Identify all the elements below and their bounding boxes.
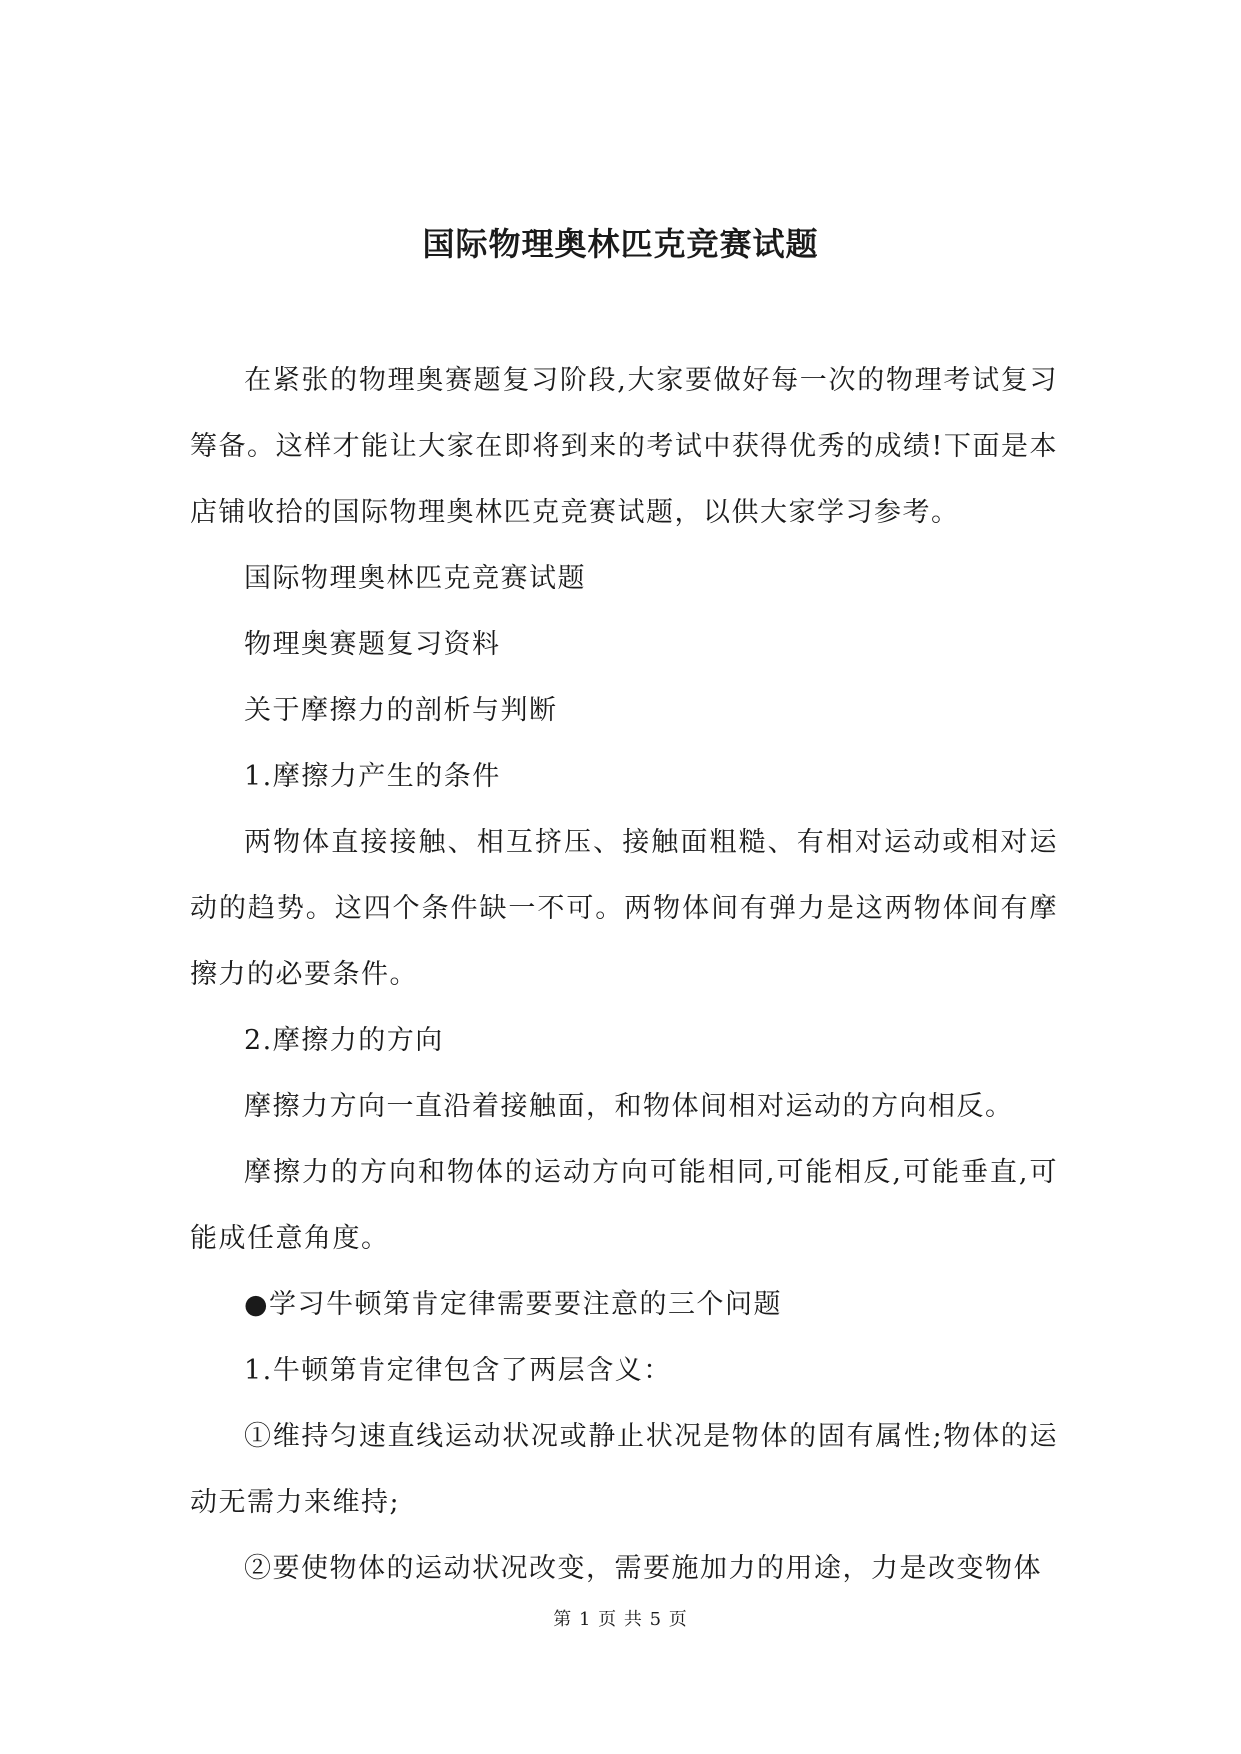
paragraph-newton-heading: ●学习牛顿第肯定律需要要注意的三个问题 [244,1289,783,1320]
paragraph-newton-meaning: 1.牛顿第肯定律包含了两层含义： [244,1355,672,1386]
paragraph-review-material: 物理奥赛题复习资料 [244,629,501,660]
paragraph-newton-point-2: ②要使物体的运动状况改变，需要施加力的用途，力是改变物体 [244,1553,1042,1584]
paragraph-intro: 在紧张的物理奥赛题复习阶段,大家要做好每一次的物理考试复习筹备。这样才能让大家在即将到来的考试中获得优秀的成绩!下面是本店铺收拾的国际物理奥林匹克竞赛试题，以供大家学习参考。 [190,365,1058,528]
document-body [190,348,1058,1602]
paragraph-newton-point-1: ①维持匀速直线运动状况或静止状况是物体的固有属性;物体的运动无需力来维持; [190,1421,1058,1518]
document-title: 国际物理奥林匹克竞赛试题 [422,225,819,263]
paragraph-friction-heading: 关于摩擦力的剖析与判断 [244,695,558,726]
paragraph-subtitle: 国际物理奥林匹克竞赛试题 [244,563,586,594]
paragraph-friction-condition-heading: 1.摩擦力产生的条件 [244,761,501,792]
paragraph-friction-condition: 两物体直接接触、相互挤压、接触面粗糙、有相对运动或相对运动的趋势。这四个条件缺一不可。两物体间有弹力是这两物体间有摩擦力的必要条件。 [190,827,1058,990]
page-footer: 第 1 页 共 5 页 [553,1609,688,1630]
paragraph-friction-direction-heading: 2.摩擦力的方向 [244,1025,444,1056]
paragraph-friction-direction-detail: 摩擦力的方向和物体的运动方向可能相同,可能相反,可能垂直,可能成任意角度。 [190,1157,1058,1254]
paragraph-friction-direction: 摩擦力方向一直沿着接触面，和物体间相对运动的方向相反。 [244,1091,1014,1122]
